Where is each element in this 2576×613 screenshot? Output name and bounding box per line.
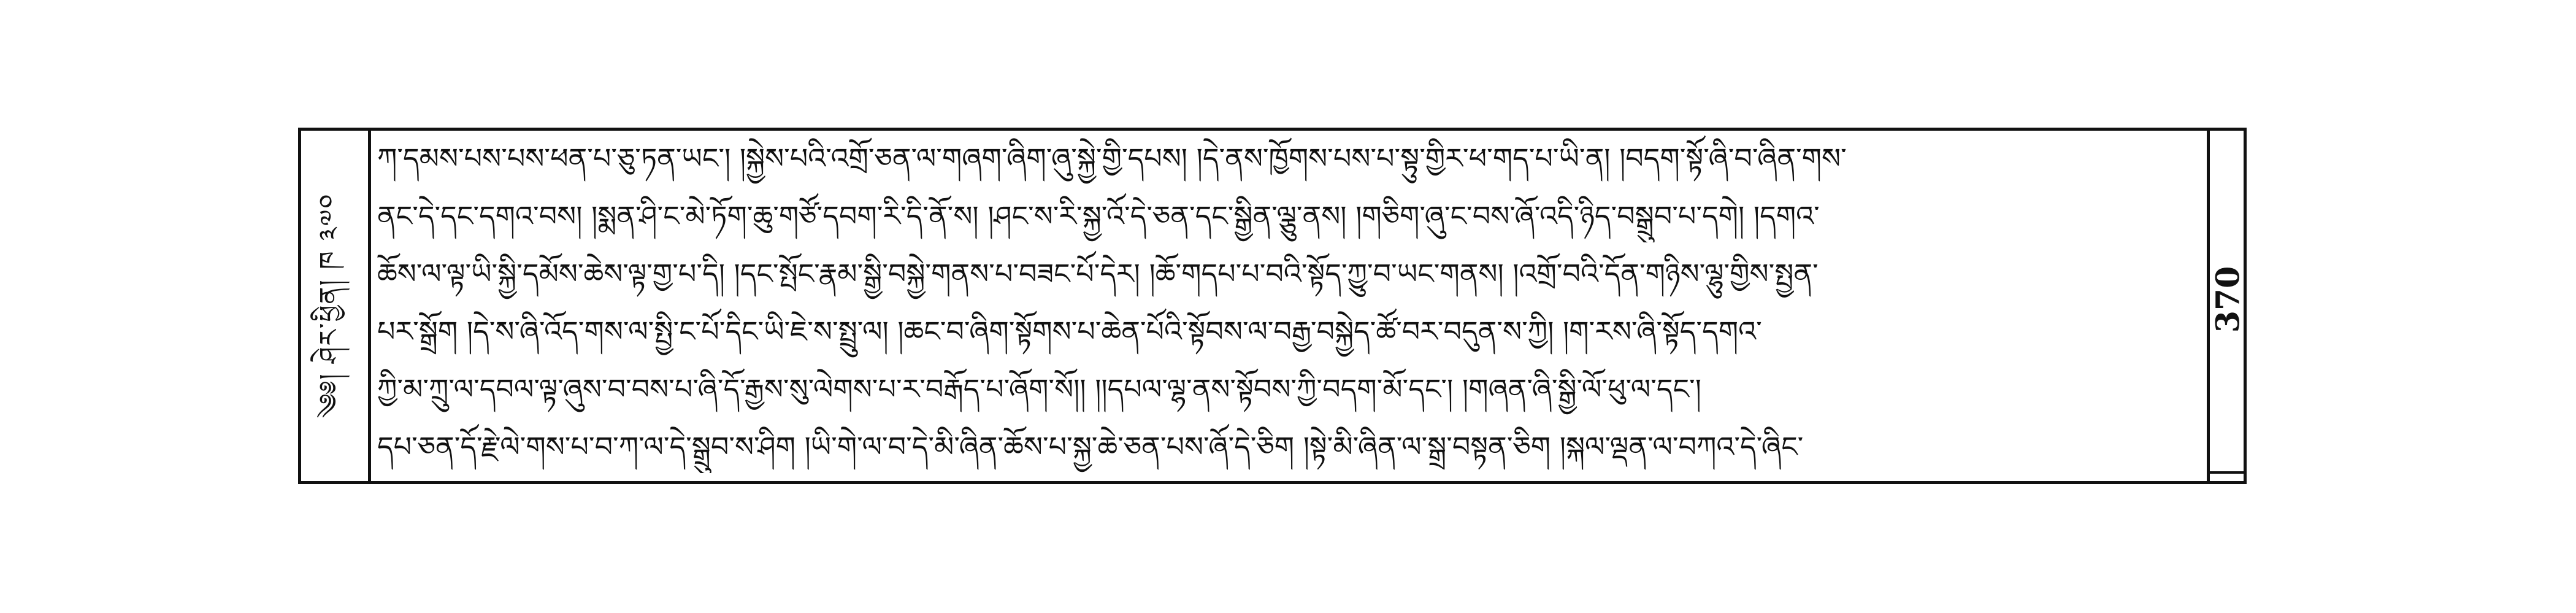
folio-label: ༄༅། ཤེར་ཕྱིན། ཁ ༣༧༠ [313,193,343,418]
text-line: དཔ་ཅན་དོ་རྗེ་ལེ་གས་པ་བ་ཀ་ལ་དེ་སྒྲུབ་ས་ཤིག །ཡི་གེ་ལ་བ་དེ་མི་ཞིན་ཆོས་པ་སྐྱ་ཆེ་ཅན་པས་ཞོ་དེ་ཅིག །སྟེ་མི་ཞིན་ལ་སྒྲ་བསྟན་ཅིག །སྐལ་ལྡན་ལ་བཀའ་དེ་ཞིང་ [377,430,1804,463]
page-number: 370 [2209,266,2247,333]
text-line: ཀྱི་མ་ཀྲུ་ལ་དབལ་ལྟ་ཞུས་བ་བས་པ་ཞི་དོ་རྒྱས་སུ་ལེགས་པ་ར་བརྒོད་པ་ཞོག་སོ།། །།དཔལ་ལྷ་ནས་སྟོབས་ཀྱི་བདག་མོ་དང་། །གཞན་ཞི་སྒྱི་ལོ་ཕུ་ལ་དང་། [377,372,1701,406]
page-number-rule [2210,471,2247,474]
tibetan-text-block [377,132,2202,479]
left-margin [307,132,365,479]
text-line: ཀ་དམས་པས་པས་ཕན་པ་ཅུ་ཏན་ཡང་། །སྐྱེས་པའི་འགྲོ་ཅན་ལ་གཞག་ཞིག་ཞུ་སྐྱེ་གྱི་དཔས། །དེ་ནས་ཁྱོགས་པས་པ་སྟུ་གྱིར་ཕ་གད་པ་ཡི་ན། །བདག་སྟོ་ཞི་བ་ཞིན་གས་ [377,142,1847,175]
right-margin [2211,132,2245,466]
text-line: པར་སྒྲོག །དེ་ས་ཞི་འོད་གས་ལ་སྤྱི་ང་པོ་དིང་ཡི་ཇེ་ས་སྤྲུ་ལ། །ཆང་བ་ཞིག་སྟོགས་པ་ཆེན་པོའི་སྟོབས་ལ་བརྒྱ་བསྐྱེད་ཚོ་བར་བདུན་ས་ཀྱི། །ག་རས་ཞི་སྟོད་དགའ་ [377,315,1762,348]
text-line: ནང་དེ་དང་དགའ་བས། །སྨན་ཤི་ང་མེ་ཏོག་ཆུ་གཙོ་དབག་རི་དི་ནོ་ས། །ཤང་ས་རི་སྐྱ་འོ་དེ་ཅན་དང་སྒྱིན་ལྕུ་ནས། །གཅིག་ཞུ་ང་བས་ཞོ་འདི་ཉིད་བསྒྲུབ་པ་དགེ། །དགའ་ [377,199,1820,233]
text-line: ཆོས་ལ་ལྟ་ཡི་སྐྱི་དམོས་ཆེས་ལྟ་གྱ་པ་དི། །དང་སྤོང་རྣམ་སྒྱི་བསྐྱེ་གནས་པ་བཟང་པོ་དེར། །ཆོ་གདཔ་པ་བའི་སྟོད་ཀྱུ་བ་ཡང་གནས། །འགྲོ་བའི་དོན་གཉིས་ལྷུ་གྱིས་སྤྱན་ [377,257,1819,290]
